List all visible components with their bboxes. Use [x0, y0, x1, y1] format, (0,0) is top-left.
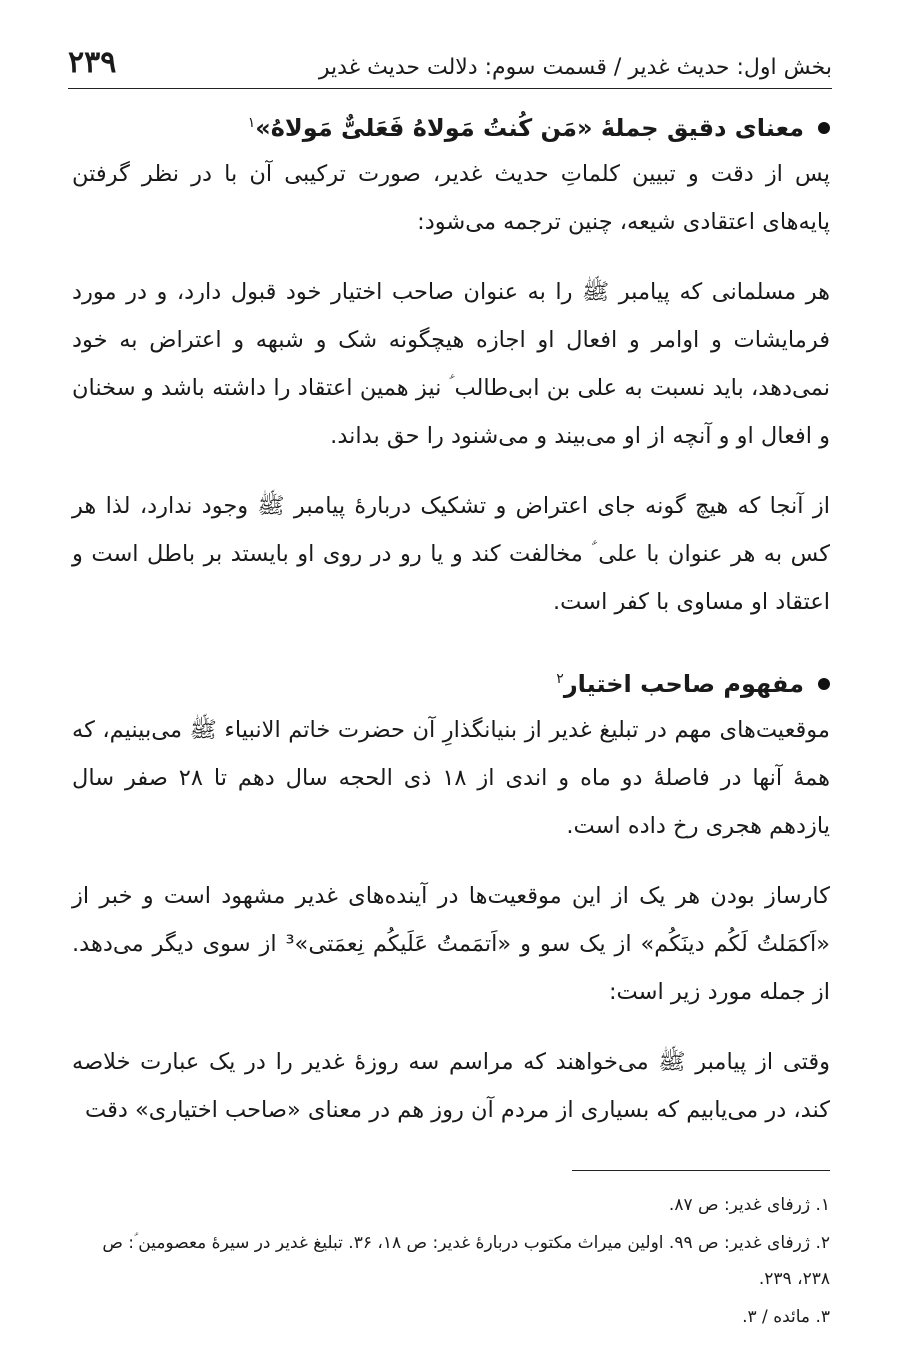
- section-heading-text: مفهوم صاحب اختیار: [563, 670, 804, 698]
- footnotes: [72, 1170, 830, 1337]
- footnote: ۲. ژرفای غدیر: ص ۹۹. اولین میراث مکتوب دربارهٔ غدیر: ص ۱۸، ۳۶. تبلیغ غدیر در سیرهٔ معصومین ؑ: ص ۲۳۸، ۲۳۹.: [102, 1233, 830, 1289]
- paragraph: هر مسلمانی که پیامبر ﷺ را به عنوان صاحب اختیار خود قبول دارد، و در مورد فرمایشات و اوامر و افعال او اجازه هیچگونه شک و شبهه و اعتراض به خود نمی‌دهد، باید نسبت به علی بن ابی‌طالب ؑ نیز همین اعتقاد را داشته باشد و سخنان و افعال او و آنچه از او می‌بیند و می‌شنود را حق بداند.: [72, 279, 830, 449]
- section-heading-1: [72, 114, 830, 142]
- footnote: ۳. مائده / ۳.: [742, 1307, 830, 1327]
- section-heading-text: معنای دقیق جملهٔ «مَن کُنتُ مَولاهُ فَعَلیٌّ مَولاهُ»: [255, 114, 804, 142]
- footnote-ref: ۱: [247, 115, 256, 131]
- paragraph: موقعیت‌های مهم در تبلیغ غدیر از بنیانگذارِ آن حضرت خاتم الانبیاء ﷺ می‌بینیم، که همهٔ آنها در فاصلهٔ دو ماه و اندی از ۱۸ ذی الحجه سال دهم تا ۲۸ صفر سال یازدهم هجری رخ داده است.: [72, 717, 831, 839]
- footnote: ۱. ژرفای غدیر: ص ۸۷.: [668, 1195, 830, 1215]
- footnote-ref: ۲: [556, 671, 564, 687]
- page-header: [68, 36, 832, 89]
- paragraph: کارساز بودن هر یک از این موقعیت‌ها در آینده‌های غدیر مشهود است و خبر از «اَکمَلتُ لَکُم دینَکُم» از یک سو و «اَتمَمتُ عَلَیکُم نِعمَتی»³ از سوی دیگر می‌دهد. از جمله مورد زیر است:: [72, 883, 830, 1005]
- bullet-icon: [818, 678, 830, 690]
- section-heading-2: [72, 670, 830, 698]
- paragraph: از آنجا که هیچ گونه جای اعتراض و تشکیک دربارهٔ پیامبر ﷺ وجود ندارد، لذا هر کس به هر عنوان با علی ؑ مخالفت کند و یا رو در روی او بایستد بر باطل است و اعتقاد او مساوی با کفر است.: [72, 493, 830, 615]
- page-body: [72, 102, 830, 1156]
- paragraph: وقتی از پیامبر ﷺ می‌خواهند که مراسم سه روزهٔ غدیر را در یک عبارت خلاصه کند، در می‌یابیم که بسیاری از مردم آن روز هم در معنای «صاحب اختیاری» دقت: [72, 1049, 830, 1123]
- footnote-divider: [572, 1170, 830, 1171]
- paragraph: پس از دقت و تبیین کلماتِ حدیث غدیر، صورت ترکیبی آن با در نظر گرفتن پایه‌های اعتقادی شیعه، چنین ترجمه می‌شود:: [72, 161, 830, 235]
- bullet-icon: [818, 122, 830, 134]
- page-number: ۲۳۹: [68, 45, 117, 80]
- running-head: بخش اول: حدیث غدیر / قسمت سوم: دلالت حدیث غدیر: [318, 55, 832, 80]
